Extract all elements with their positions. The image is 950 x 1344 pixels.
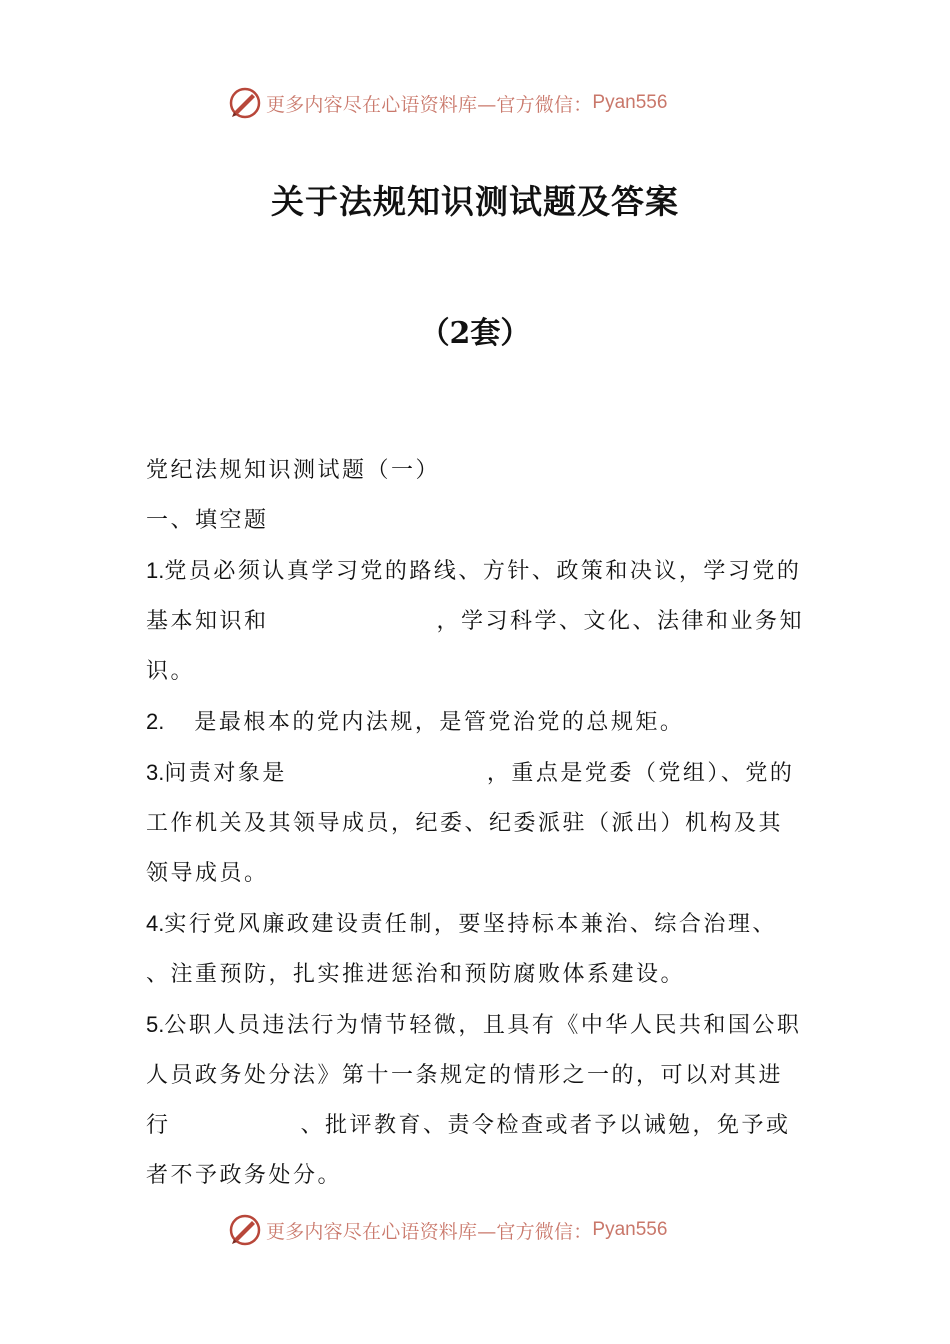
question-text: 问责对象是 (164, 761, 287, 786)
question-number: 2. (146, 709, 165, 734)
section-title: 党纪法规知识测试题（一） (146, 458, 441, 483)
banner-wechat: Pyan556 (592, 1219, 668, 1240)
question-5 (146, 1000, 806, 1201)
question-3 (146, 748, 806, 899)
question-1 (146, 546, 806, 697)
question-text: ，重点是党委（党组）、党的工作机关及其领导成员，纪委、纪委派驻（派出）机构及其领导成员。 (146, 761, 795, 886)
question-text: 实行党风廉政建设责任制，要坚持标本兼治、综合治理、 (164, 912, 777, 937)
question-number: 4. (146, 911, 165, 936)
banner-text: 更多内容尽在心语资料库—官方微信： (266, 93, 593, 116)
document-body (146, 446, 806, 1201)
question-text: 、注重预防，扎实推进惩治和预防腐败体系建设。 (146, 962, 686, 987)
question-number: 5. (146, 1012, 165, 1037)
question-text: ，学习科学、文化、法律和业务知识。 (146, 609, 805, 684)
part-title: 一、填空题 (146, 508, 269, 533)
question-text: 公职人员违法行为情节轻微，且具有《中华人民共和国公职人员政务处分法》第十一条规定的情形之一的，可以对其进行 (146, 1013, 802, 1138)
question-number: 1. (146, 558, 165, 583)
banner-wechat: Pyan556 (592, 92, 668, 113)
question-text: 党员必须认真学习党的路线、方针、政策和决议，学习党的基本知识和 (146, 559, 802, 634)
question-number: 3. (146, 760, 165, 785)
document-title: 关于法规知识测试题及答案 (271, 182, 679, 221)
banner-text: 更多内容尽在心语资料库—官方微信： (266, 1220, 593, 1243)
question-2 (146, 697, 806, 748)
document-subtitle: （2套） (419, 316, 531, 351)
question-text: 、批评教育、责令检查或者予以诫勉，免予或者不予政务处分。 (146, 1113, 791, 1188)
pen-logo-icon (228, 86, 262, 120)
pen-logo-icon (228, 1213, 262, 1247)
footer-banner (228, 1212, 728, 1248)
question-4 (146, 899, 806, 1000)
question-text: 是最根本的党内法规，是管党治党的总规矩。 (194, 710, 685, 735)
header-banner (228, 85, 728, 121)
